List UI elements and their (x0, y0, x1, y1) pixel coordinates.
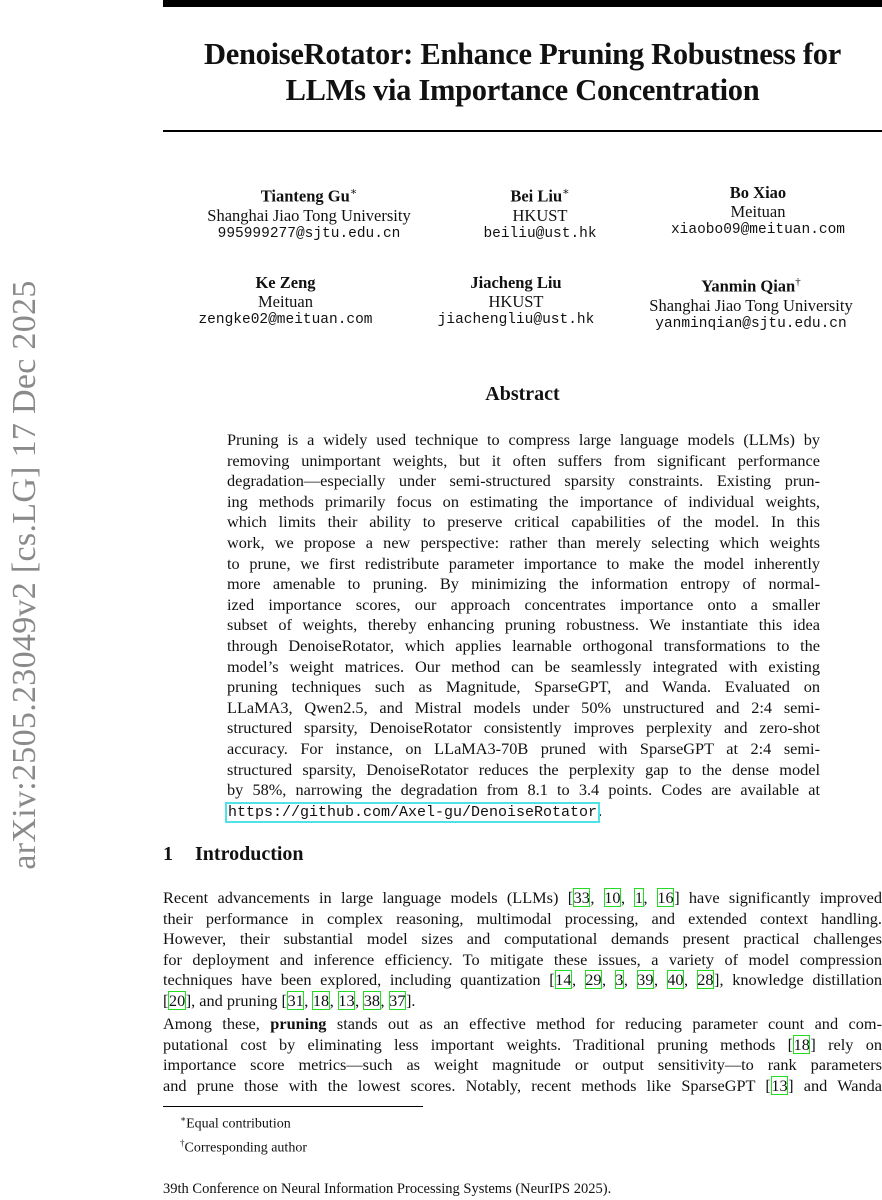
abstract-line: removing unimportant weights, but it often suffers from significant performance (227, 450, 820, 470)
citation-link[interactable]: 39 (637, 970, 654, 990)
section-number: 1 (163, 843, 173, 865)
section-heading-introduction (163, 843, 304, 866)
abstract-line: which limits their ability to preserve critical capabilities of the model. In this (227, 512, 820, 532)
paragraph-line: techniques have been explored, including quantization [14, 29, 3, 39, 40, 28], knowledge distillation (163, 970, 882, 990)
abstract-line: accuracy. For instance, on LLaMA3-70B pruned with SparseGPT at 2:4 semi- (227, 738, 820, 758)
author-email: yanminqian@sjtu.edu.cn (655, 315, 847, 332)
abstract-line: by 58%, narrowing the degradation from 8.1 to 3.4 points. Codes are available at (227, 780, 820, 800)
title-line-2: LLMs via Importance Concentration (285, 73, 760, 107)
paragraph-line: putational cost by eliminating less important weights. Traditional pruning methods [18] rely on (163, 1034, 882, 1054)
abstract-line: https://github.com/Axel-gu/DenoiseRotator. (228, 800, 603, 821)
author-affiliation: HKUST (512, 205, 568, 225)
author-block (183, 273, 388, 330)
abstract-line: to prune, we first redistribute parameter importance to make the model inherently (227, 553, 820, 573)
abstract-line: degradation—especially under semi-structured sparsity constraints. Existing prun- (227, 471, 820, 491)
abstract-line: through DenoiseRotator, which applies learnable orthogonal transformations to the (227, 635, 820, 655)
author-affiliation: Meituan (730, 202, 786, 221)
abstract-line: ized importance scores, our approach concentrates importance onto a smaller (227, 594, 820, 614)
conference-venue-note: 39th Conference on Neural Information Processing Systems (NeurIPS 2025). (163, 1181, 612, 1197)
paragraph-line: for deployment and inference efficiency. To mitigate these issues, a variety of model compression (163, 949, 882, 969)
author-block (643, 183, 873, 240)
citation-link[interactable]: 13 (338, 990, 355, 1010)
citation-link[interactable]: 3 (615, 970, 624, 990)
author-email: jiachengliu@ust.hk (437, 312, 595, 328)
abstract-line: model’s weight matrices. Our method can be seamlessly integrated with existing (227, 656, 820, 676)
footnote-corresponding-author: †Corresponding author (180, 1137, 307, 1156)
citation-link[interactable]: 20 (168, 990, 186, 1010)
footnotes (180, 1110, 307, 1157)
citation-link[interactable]: 10 (604, 888, 621, 907)
footnote-divider (163, 1106, 423, 1107)
corresponding-author-mark: † (795, 276, 801, 288)
citation-link[interactable]: 29 (585, 970, 602, 990)
paragraph-line: importance score metrics—such as weight magnitude or output sensitivity—to rank parameters (163, 1055, 882, 1075)
author-block (163, 183, 455, 244)
citation-link[interactable]: 1 (634, 888, 644, 907)
abstract-body (227, 430, 820, 823)
author-name: Ke Zeng (255, 273, 316, 292)
author-block (455, 183, 625, 244)
citation-link[interactable]: 38 (363, 990, 381, 1010)
citation-link[interactable]: 40 (667, 970, 684, 990)
citation-link[interactable]: 13 (771, 1075, 788, 1095)
paragraph-line: and prune those with the lowest scores. Notably, recent methods like SparseGPT [13] and Wanda (163, 1075, 882, 1095)
arxiv-identifier-stamp (0, 250, 50, 900)
citation-link[interactable]: 31 (287, 990, 304, 1010)
author-affiliation: Shanghai Jiao Tong University (207, 205, 411, 225)
arxiv-id-text: arXiv:2505.23049v2 [cs.LG] 17 Dec 2025 (6, 280, 43, 870)
author-name: Bo Xiao (729, 183, 787, 202)
citation-link[interactable]: 18 (793, 1034, 810, 1054)
footnote-equal-contribution: ∗Equal contribution (180, 1114, 291, 1132)
abstract-line: subset of weights, thereby enhancing pruning robustness. We instantiate this idea (227, 615, 820, 635)
author-name: Jiacheng Liu (470, 273, 562, 292)
paragraph-line: their performance in complex reasoning, multimodal processing, and extended context handling. (163, 908, 882, 928)
author-name: Yanmin Qian† (701, 276, 801, 296)
equal-contribution-mark: ∗ (562, 186, 570, 198)
abstract-line: structured sparsity, DenoiseRotator reduces the perplexity gap to the dense model (227, 759, 820, 779)
abstract-line: LLaMA3, Qwen2.5, and Mistral models under 50% unstructured and 2:4 semi- (227, 697, 820, 717)
abstract-line: work, we propose a new perspective: rather than merely selecting which weights (227, 532, 820, 552)
author-email: zengke02@meituan.com (198, 312, 373, 328)
abstract-line: structured sparsity, DenoiseRotator consistently improves perplexity and zero-shot (227, 718, 820, 738)
author-block (411, 273, 621, 330)
section-title: Introduction (195, 843, 304, 865)
citation-link[interactable]: 33 (573, 888, 590, 907)
author-affiliation: Shanghai Jiao Tong University (649, 295, 853, 315)
paragraph-line: [20], and pruning [31, 18, 13, 38, 37]. (163, 990, 416, 1010)
abstract-line: Pruning is a widely used technique to compress large language models (LLMs) by (227, 430, 820, 449)
author-name: Tianteng Gu∗ (260, 186, 358, 206)
intro-paragraph-1 (163, 888, 882, 1012)
author-affiliation: Meituan (258, 292, 313, 311)
author-name: Bei Liu∗ (510, 186, 570, 206)
author-block (626, 273, 876, 334)
paragraph-line: However, their substantial model sizes and computational demands present practical challenges (163, 929, 882, 949)
intro-paragraph-2 (163, 1014, 882, 1096)
github-repo-link[interactable]: https://github.com/Axel-gu/DenoiseRotator (228, 803, 598, 821)
abstract-line: ing methods primarily focus on estimating the importance of individual weights, (227, 491, 820, 511)
citation-link[interactable]: 18 (312, 990, 330, 1010)
title-top-rule (163, 0, 882, 7)
citation-link[interactable]: 37 (389, 990, 406, 1010)
emphasis-pruning: pruning (270, 1014, 327, 1033)
abstract-line: more amenable to pruning. By minimizing the information entropy of normal- (227, 574, 820, 594)
author-email: beiliu@ust.hk (483, 225, 597, 242)
author-email: 995999277@sjtu.edu.cn (217, 225, 401, 242)
equal-contribution-mark: ∗ (349, 186, 358, 198)
author-email: xiaobo09@meituan.com (670, 222, 846, 238)
paper-title (163, 36, 882, 108)
paragraph-line: Recent advancements in large language models (LLMs) [33, 10, 1, 16] have significantly improved (163, 888, 882, 907)
citation-link[interactable]: 16 (657, 888, 674, 907)
title-line-1: DenoiseRotator: Enhance Pruning Robustness for (204, 37, 841, 71)
abstract-line: pruning techniques such as Magnitude, SparseGPT, and Wanda. Evaluated on (227, 677, 820, 697)
paragraph-line: Among these, pruning stands out as an effective method for reducing parameter count and com- (163, 1014, 882, 1033)
title-bottom-rule (163, 130, 882, 132)
author-affiliation: HKUST (488, 292, 544, 311)
citation-link[interactable]: 28 (697, 970, 714, 990)
citation-link[interactable]: 14 (555, 970, 572, 990)
abstract-heading: Abstract (485, 383, 560, 405)
